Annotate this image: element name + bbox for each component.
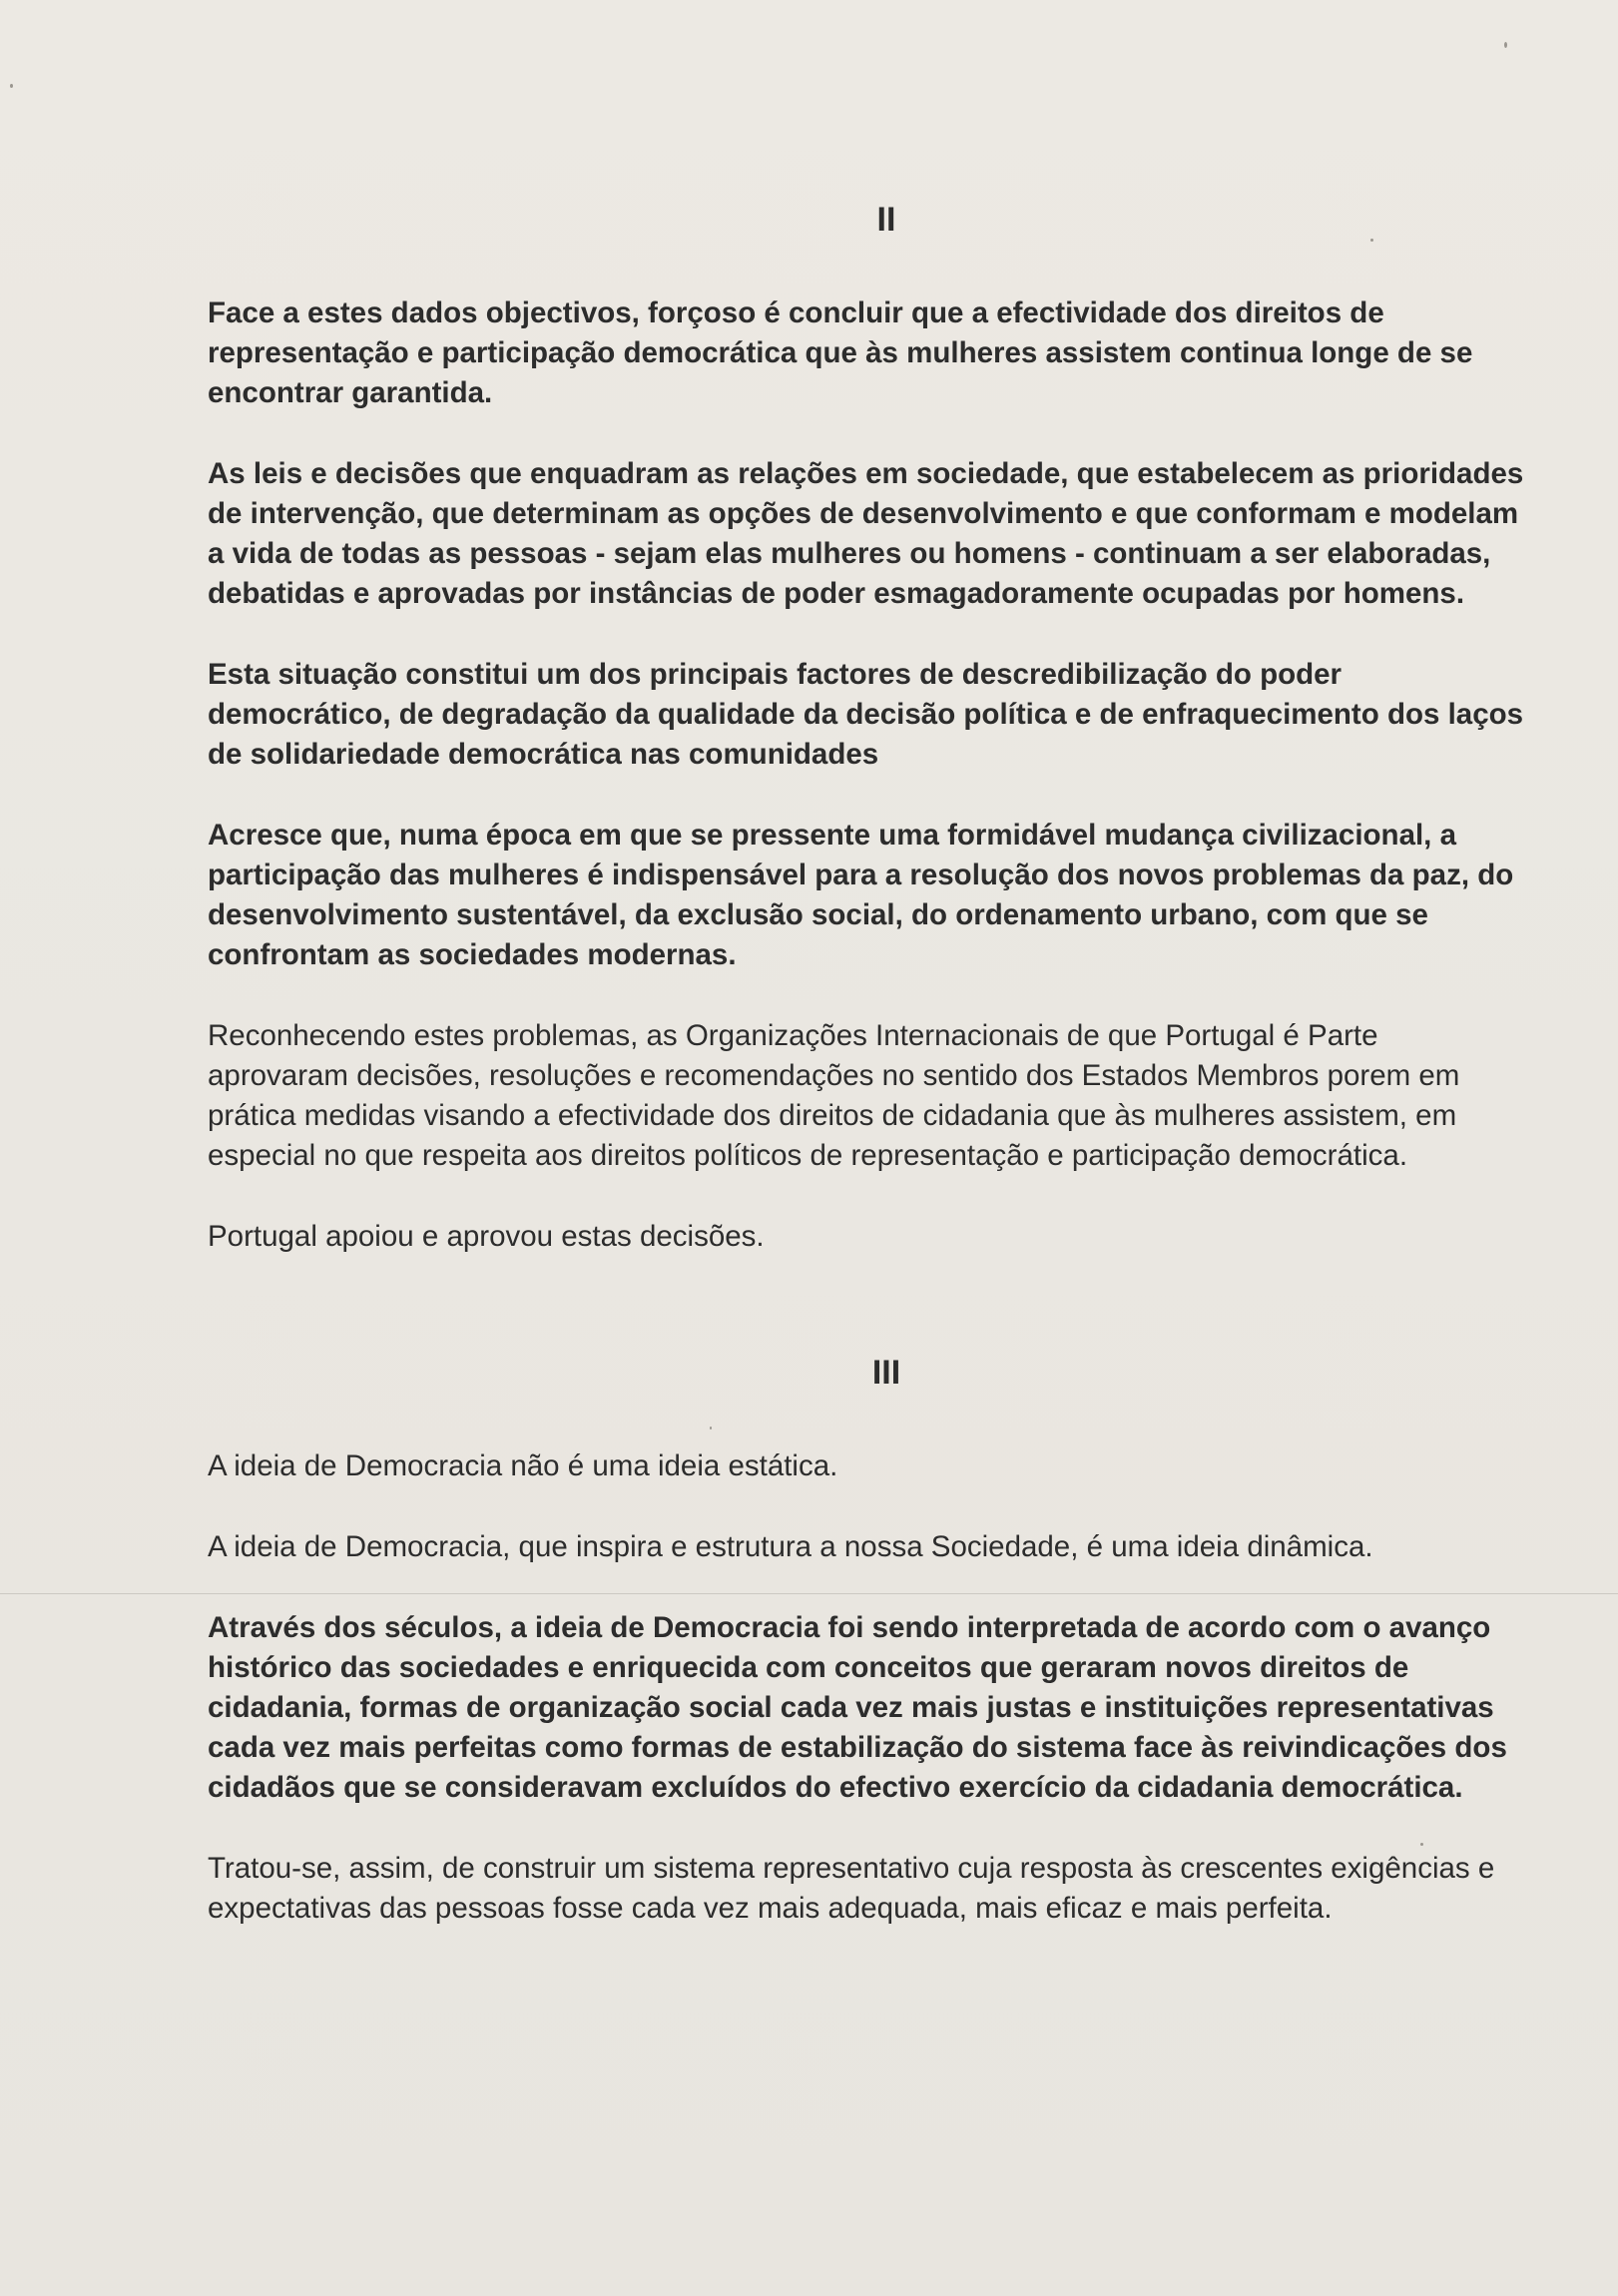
scan-speck <box>10 84 13 88</box>
paragraph-2-3: Esta situação constitui um dos principais factores de descredibilização do poder democrático, de degradação da qualidade da decisão política e de enfraquecimento dos laços de solidariedade democrática nas comunidades <box>208 658 1524 771</box>
paragraph-3-2: A ideia de Democracia, que inspira e estrutura a nossa Sociedade, é uma ideia dinâmica. <box>208 1530 1373 1563</box>
paragraph-2-1: Face a estes dados objectivos, forçoso é concluir que a efectividade dos direitos de representação e participação democrática que às mulheres assistem continua longe de se encontrar garantida. <box>208 296 1473 409</box>
scan-speck <box>1504 42 1507 48</box>
section-number-3: III <box>871 1354 901 1392</box>
section-number-2: II <box>876 201 896 239</box>
paragraph-3-3: Através dos séculos, a ideia de Democracia foi sendo interpretada de acordo com o avanço histórico das sociedades e enriquecida com conceitos que geraram novos direitos de cidadania, formas de organização social cada vez mais justas e instituições representativas cada vez mais perfeitas como formas de estabilização do sistema face às reivindicações dos cidadãos que se consideravam excluídos do efectivo exercício da cidadania democrática. <box>208 1611 1507 1804</box>
paragraph-3-1: A ideia de Democracia não é uma ideia estática. <box>208 1449 838 1482</box>
paragraph-2-4: Acresce que, numa época em que se pressente uma formidável mudança civilizacional, a participação das mulheres é indispensável para a resolução dos novos problemas da paz, do desenvolvimento sustentável, da exclusão social, do ordenamento urbano, com que se confrontam as sociedades modernas. <box>208 819 1514 971</box>
document-body <box>208 200 1525 1970</box>
paragraph-2-5: Reconhecendo estes problemas, as Organizações Internacionais de que Portugal é Parte aprovaram decisões, resoluções e recomendações no sentido dos Estados Membros porem em prática medidas visando a efectividade dos direitos de cidadania que às mulheres assistem, em especial no que respeita aos direitos políticos de representação e participação democrática. <box>208 1019 1460 1172</box>
paragraph-2-6: Portugal apoiou e aprovou estas decisões. <box>208 1220 765 1253</box>
paragraph-3-4: Tratou-se, assim, de construir um sistema representativo cuja resposta às crescentes exigências e expectativas das pessoas fosse cada vez mais adequada, mais eficaz e mais perfeita. <box>208 1852 1495 1925</box>
paragraph-2-2: As leis e decisões que enquadram as relações em sociedade, que estabelecem as prioridades de intervenção, que determinam as opções de desenvolvimento e que conformam e modelam a vida de todas as pessoas - sejam elas mulheres ou homens - continuam a ser elaboradas, debatidas e aprovadas por instâncias de poder esmagadoramente ocupadas por homens. <box>208 457 1524 610</box>
